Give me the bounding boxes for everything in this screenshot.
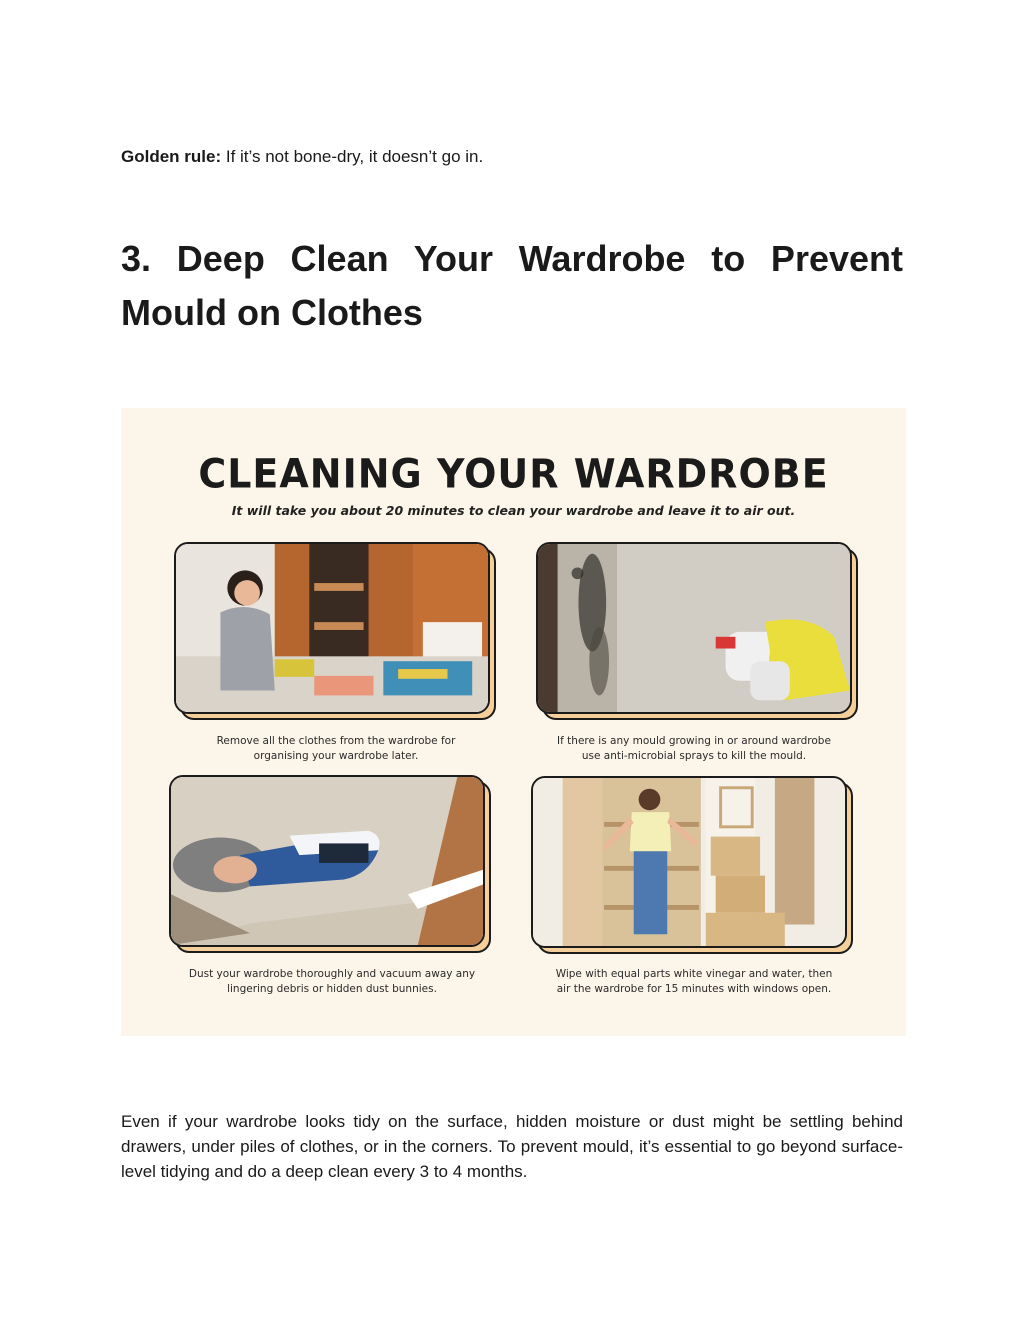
woman-sorting-clothes-photo	[174, 542, 490, 714]
golden-rule-text: If it’s not bone-dry, it doesn’t go in.	[221, 147, 484, 166]
caption-line: lingering debris or hidden dust bunnies.	[227, 983, 437, 995]
infographic-subtitle: It will take you about 20 minutes to clean your wardrobe and leave it to air out.	[231, 503, 796, 518]
caption-line: organising your wardrobe later.	[253, 750, 419, 762]
caption-line: air the wardrobe for 15 minutes with windows open.	[556, 983, 832, 995]
infographic-title: CLEANING YOUR WARDROBE	[198, 450, 829, 498]
body-paragraph: Even if your wardrobe looks tidy on the surface, hidden moisture or dust might be settling behind drawers, under piles of clothes, or in the corners. To prevent mould, it’s essential to go beyond surface-level tidying and do a deep clean every 3 to 4 months.	[121, 1112, 903, 1181]
step-2-caption	[529, 734, 859, 764]
step-1-caption	[171, 734, 501, 764]
caption-line: If there is any mould growing in or around wardrobe	[557, 735, 831, 747]
handheld-vacuum-photo	[169, 775, 485, 947]
step-4-caption	[529, 967, 859, 997]
step-3-panel	[169, 775, 485, 947]
golden-rule-label: Golden rule:	[121, 147, 222, 166]
caption-line: use anti-microbial sprays to kill the mould.	[581, 750, 807, 762]
caption-line: Remove all the clothes from the wardrobe for	[216, 735, 456, 747]
section-heading: 3. Deep Clean Your Wardrobe to Prevent Mould on Clothes	[121, 238, 903, 333]
step-1-panel	[174, 542, 490, 714]
step-3-caption	[167, 967, 497, 997]
step-4-panel	[531, 776, 847, 948]
airing-wardrobe-photo	[531, 776, 847, 948]
golden-rule-line	[121, 146, 911, 168]
step-2-panel	[536, 542, 852, 714]
caption-line: Wipe with equal parts white vinegar and water, then	[555, 968, 833, 980]
spraying-mould-photo	[536, 542, 852, 714]
cleaning-wardrobe-infographic	[121, 408, 906, 1036]
caption-line: Dust your wardrobe thoroughly and vacuum away any	[188, 968, 476, 980]
